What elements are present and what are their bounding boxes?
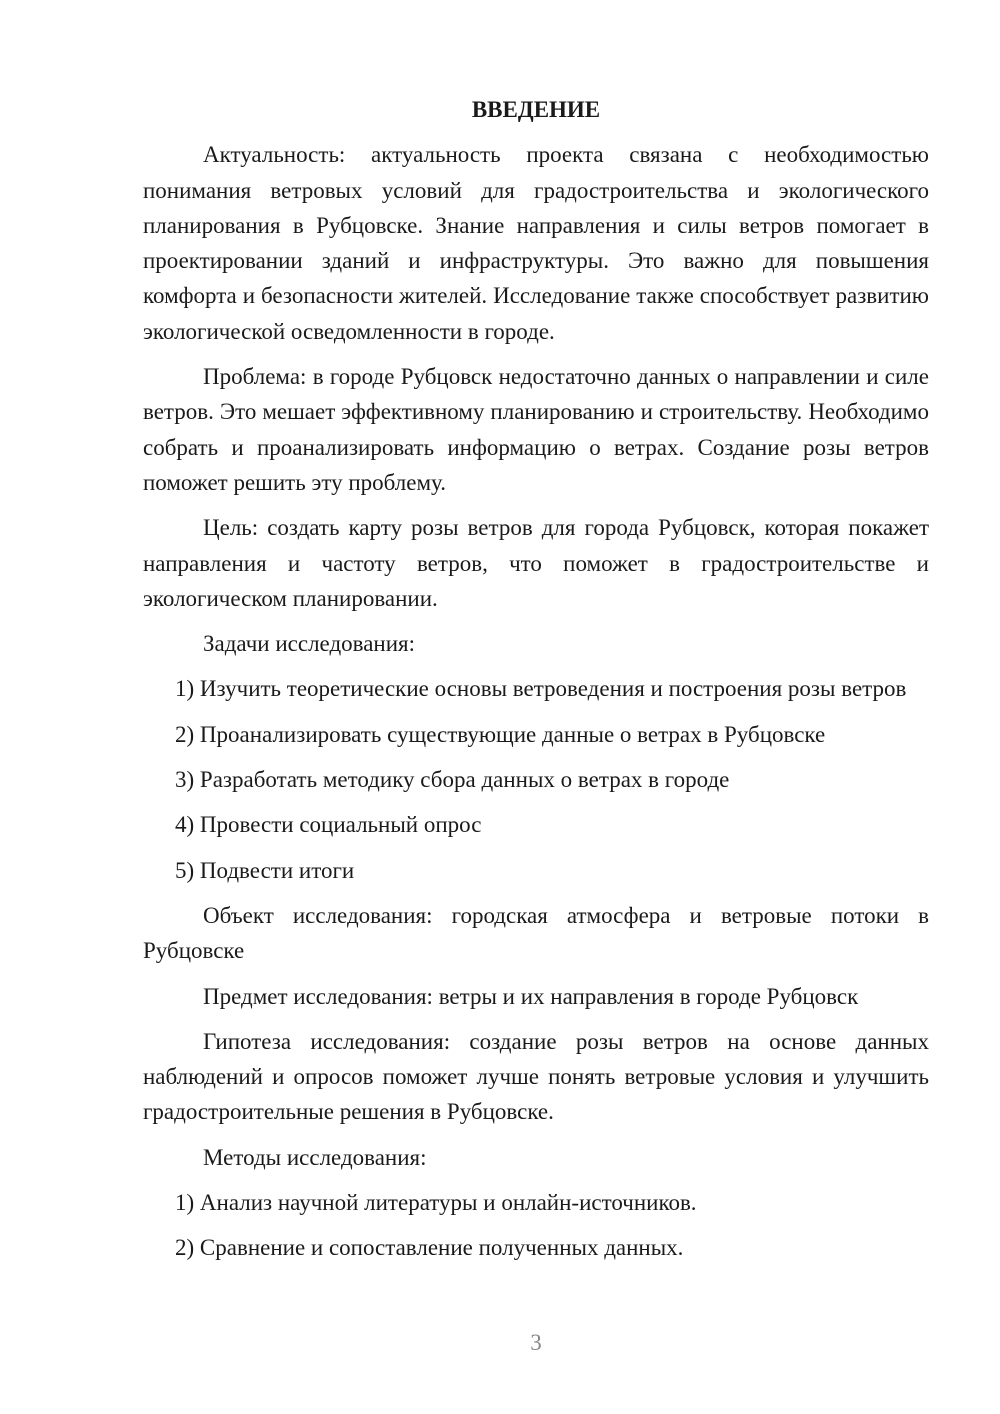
- document-page: [143, 92, 929, 1266]
- method-item-2: 2) Сравнение и сопоставление полученных данных.: [175, 1235, 684, 1261]
- task-item-3: 3) Разработать методику сбора данных о ветрах в городе: [175, 767, 730, 793]
- methods-heading: Методы исследования:: [203, 1144, 427, 1170]
- task-item-1: 1) Изучить теоретические основы ветроведения и построения розы ветров: [175, 676, 907, 702]
- task-item-5: 5) Подвести итоги: [175, 857, 355, 883]
- subject-paragraph: Предмет исследования: ветры и их направления в городе Рубцовск: [203, 983, 859, 1009]
- hypothesis-paragraph: Гипотеза исследования: создание розы ветров на основе данных наблюдений и опросов поможет лучше понять ветровые условия и улучшить градостроительные решения в Рубцовске.: [143, 1028, 929, 1125]
- task-item-2: 2) Проанализировать существующие данные о ветрах в Рубцовске: [175, 721, 826, 747]
- problem-paragraph: Проблема: в городе Рубцовск недостаточно данных о направлении и силе ветров. Это мешает эффективному планированию и строительству. Необходимо собрать и проанализировать информацию о ветрах. Создание розы ветров поможет решить эту проблему.: [143, 364, 929, 495]
- task-item-4: 4) Провести социальный опрос: [175, 812, 482, 838]
- goal-paragraph: Цель: создать карту розы ветров для города Рубцовск, которая покажет направления и частоту ветров, что поможет в градостроительстве и экологическом планировании.: [143, 515, 929, 611]
- tasks-heading: Задачи исследования:: [203, 631, 416, 657]
- relevance-paragraph: Актуальность: актуальность проекта связана с необходимостью понимания ветровых условий для градостроительства и экологического планирования в Рубцовске. Знание направления и силы ветров помогает в проектировании зданий и инфраструктуры. Это важно для повышения комфорта и безопасности жителей. Исследование также способствует развитию экологической осведомленности в городе.: [143, 142, 929, 344]
- object-paragraph: Объект исследования: городская атмосфера и ветровые потоки в Рубцовске: [143, 902, 929, 964]
- page-number: 3: [530, 1330, 542, 1355]
- method-item-1: 1) Анализ научной литературы и онлайн-источников.: [175, 1190, 697, 1216]
- section-title: ВВЕДЕНИЕ: [471, 97, 601, 122]
